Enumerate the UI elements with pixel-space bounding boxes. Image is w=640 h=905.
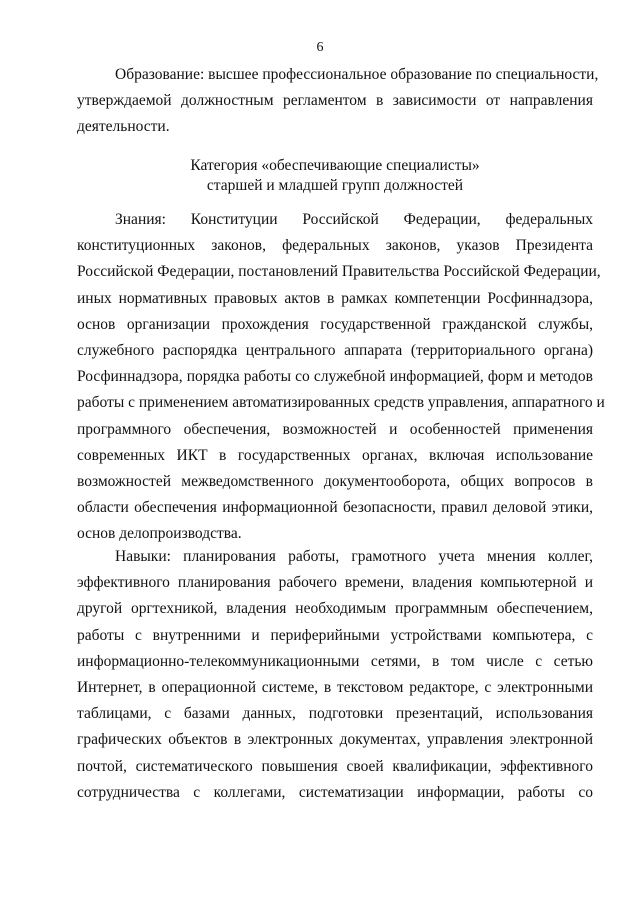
skills-line-3: другой оргтехникой, владения необходимым программным обеспечением,: [77, 600, 593, 618]
skills-line-1: Навыки: планирования работы, грамотного учета мнения коллег,: [115, 548, 593, 565]
skills-paragraph: [77, 544, 593, 806]
knowledge-line-3: Российской Федерации, постановлений Правительства Российской Федерации,: [77, 263, 601, 281]
knowledge-line-11: возможностей межведомственного документооборота, общих вопросов в: [77, 472, 593, 490]
knowledge-line-1: Знания: Конституции Российской Федерации, федеральных: [115, 211, 593, 228]
skills-line-5: информационно-телекоммуникационными сетями, в том числе с сетью: [77, 652, 593, 670]
education-line-2: утверждаемой должностным регламентом в зависимости от направления: [77, 92, 593, 110]
category-heading: [77, 156, 593, 196]
skills-line-8: графических объектов в электронных документах, управления электронной: [77, 731, 593, 749]
category-heading-line-2: старшей и младшей групп должностей: [206, 177, 464, 194]
category-heading-line-1: Категория «обеспечивающие специалисты»: [190, 157, 480, 174]
knowledge-line-12: области обеспечения информационной безопасности, правил деловой этики,: [77, 499, 593, 517]
skills-line-10: сотрудничества с коллегами, систематизации информации, работы со: [77, 783, 593, 801]
knowledge-line-9: программного обеспечения, возможностей и особенностей применения: [77, 420, 593, 438]
skills-line-6: Интернет, в операционной системе, в текстовом редакторе, с электронными: [77, 678, 593, 696]
knowledge-line-10: современных ИКТ в государственных органах, включая использование: [77, 446, 593, 464]
education-line-1: Образование: высшее профессиональное образование по специальности,: [115, 66, 599, 83]
knowledge-line-6: служебного распорядка центрального аппарата (территориального органа): [77, 341, 593, 359]
knowledge-paragraph: [77, 207, 605, 547]
skills-line-9: почтой, систематического повышения своей квалификации, эффективного: [77, 757, 593, 775]
knowledge-line-5: основ организации прохождения государственной гражданской службы,: [77, 315, 593, 333]
knowledge-line-4: иных нормативных правовых актов в рамках компетенции Росфиннадзора,: [77, 289, 593, 307]
skills-line-7: таблицами, с базами данных, подготовки презентаций, использования: [77, 705, 593, 723]
knowledge-line-13: основ делопроизводства.: [77, 525, 242, 543]
education-line-3: деятельности.: [77, 118, 170, 136]
education-paragraph: [77, 62, 599, 141]
page-number: 6: [316, 40, 324, 55]
skills-line-4: работы с внутренними и периферийными устройствами компьютера, с: [77, 626, 593, 644]
skills-line-2: эффективного планирования рабочего времени, владения компьютерной и: [77, 574, 593, 592]
knowledge-line-8: работы с применением автоматизированных средств управления, аппаратного и: [77, 394, 605, 412]
knowledge-line-7: Росфиннадзора, порядка работы со служебной информацией, форм и методов: [77, 368, 593, 386]
knowledge-line-2: конституционных законов, федеральных законов, указов Президента: [77, 237, 593, 255]
